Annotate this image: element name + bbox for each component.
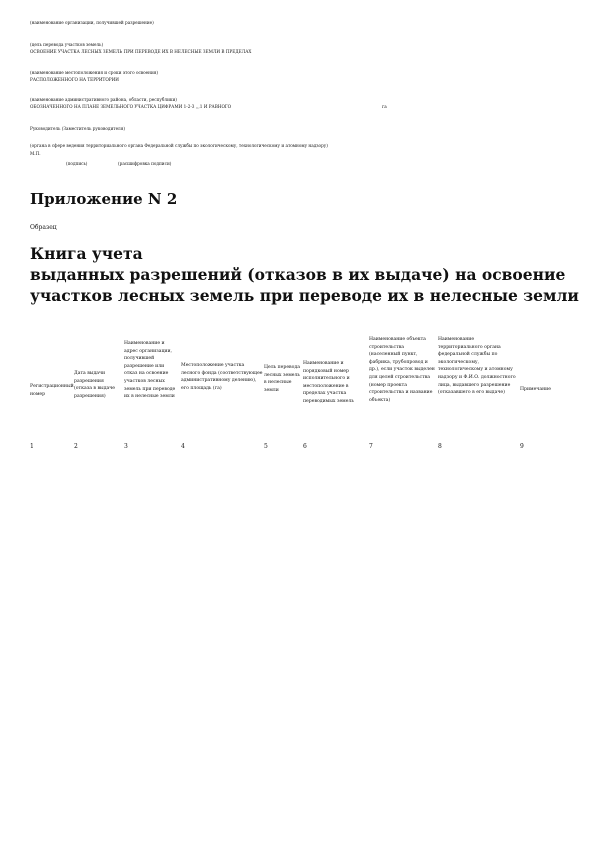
column-header-1: Регистрационный номер: [30, 384, 74, 397]
column-header-2: Дата выдачи разрешения (отказа в выдаче разрешения): [74, 371, 116, 399]
column-header-6: Наименование и порядковый номер исполнительного и местоположение в пределах участка переводимых земель: [303, 361, 354, 404]
book-title-line-2: выданных разрешений (отказов в их выдаче) на освоение: [30, 265, 566, 284]
sample-label: Образец: [30, 224, 57, 231]
org-caption: (наименование организации, получившей разрешение): [30, 20, 154, 25]
region-caption: (наименование административного района, области, республики): [30, 97, 177, 102]
column-number-7: 7: [369, 443, 373, 450]
book-title-line-3: участков лесных земель при переводе их в нелесные земли: [30, 286, 579, 305]
region-value: ОБОЗНАЧЕННОГО НА ПЛАНЕ ЗЕМЕЛЬНОГО УЧАСТКА ЦИФРАМИ 1-2-3 ,,,1 И РАВНОГО: [30, 104, 232, 109]
location-value: РАСПОЛОЖЕННОГО НА ТЕРРИТОРИИ: [30, 77, 119, 82]
column-number-1: 1: [30, 443, 34, 450]
appendix-title: Приложение N 2: [30, 190, 178, 208]
signature-caption: (подпись): [66, 161, 88, 166]
column-number-3: 3: [124, 443, 128, 450]
column-number-6: 6: [303, 443, 307, 450]
decoding-caption: (расшифровка подписи): [118, 161, 172, 166]
column-number-5: 5: [264, 443, 268, 450]
head-caption: Руководитель (Заместитель руководителя): [30, 126, 125, 131]
column-header-9: Примечание: [520, 387, 551, 392]
purpose-value: ОСВОЕНИЕ УЧАСТКА ЛЕСНЫХ ЗЕМЕЛЬ ПРИ ПЕРЕВОДЕ ИХ В НЕЛЕСНЫЕ ЗЕМЛИ В ПРЕДЕЛАХ: [30, 49, 252, 54]
column-header-8: Наименование территориального органа федеральной службы по экологическому, технологическому и атомному надзору и Ф.И.О. должностного лица, выдавшего разрешение (отказавшего в его выдаче): [438, 337, 516, 396]
book-title-line-1: Книга учета: [30, 244, 143, 263]
column-number-2: 2: [74, 443, 78, 450]
location-caption: (наименование местоположения и сроки этого освоения): [30, 70, 159, 75]
column-header-3: Наименование и адрес организации, получившей разрешение или отказ на освоение участков лесных земель при переводе их в нелесные земли: [124, 341, 176, 400]
region-suffix: га: [382, 104, 387, 109]
purpose-caption: (цель перевода участков земель): [30, 42, 104, 47]
mp-label: М.П.: [30, 151, 41, 156]
column-number-4: 4: [181, 443, 185, 450]
column-number-8: 8: [438, 443, 442, 450]
column-header-7: Наименование объекта строительства (населенный пункт, фабрика, трубопровод и др.), если участок выделен для целей строительства (номер проекта строительства и название объекта): [369, 337, 435, 403]
column-number-9: 9: [520, 443, 524, 450]
authority-caption: (органа в сфере ведения территориального органа Федеральной службы по экологическому, технологическому и атомному надзору): [30, 143, 328, 148]
column-header-4: Местоположение участка лесного фонда (соответствующее административному делению), его площадь (га): [181, 363, 263, 391]
column-header-5: Цель перевода лесных земель в нелесные земли: [264, 365, 300, 393]
book-title: [30, 243, 579, 306]
